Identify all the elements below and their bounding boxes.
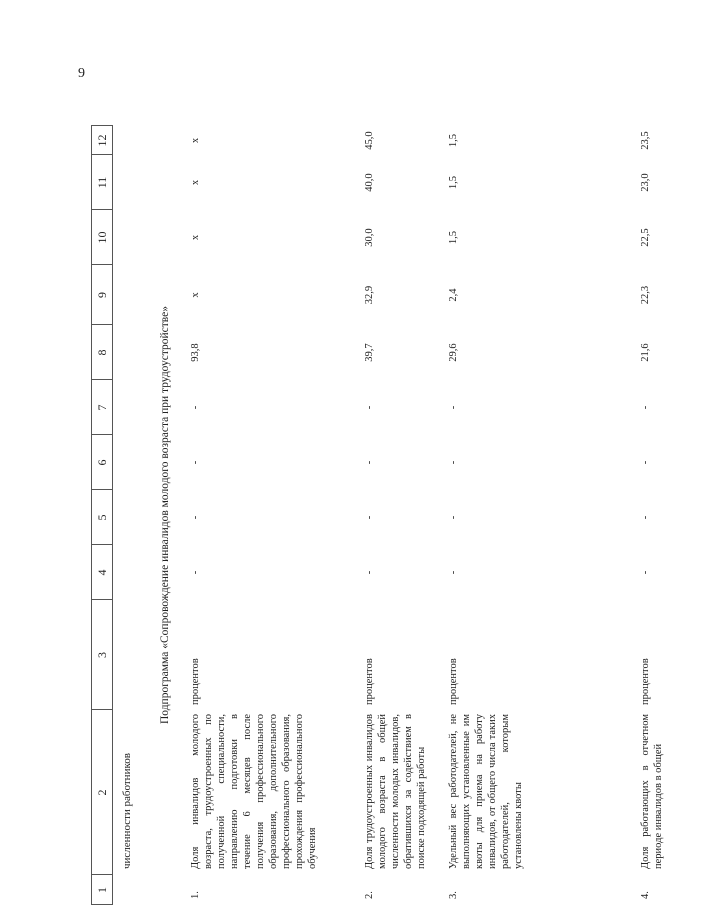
value-cell: - [448, 460, 459, 465]
value-cell: - [640, 460, 651, 465]
column-header-6: 6 [95, 459, 109, 466]
value-cell: - [364, 515, 375, 520]
column-header-5: 5 [95, 514, 109, 521]
value-cell: 1,5 [448, 175, 459, 190]
value-cell: x [190, 137, 201, 144]
value-cell: 21,6 [640, 343, 651, 362]
row-number: 4. [640, 891, 651, 899]
value-cell: 23,0 [640, 173, 651, 192]
value-cell: x [190, 179, 201, 186]
value-cell: 2,4 [448, 288, 459, 302]
row-number: 3. [448, 891, 459, 899]
value-cell: - [640, 570, 651, 575]
indicator-name: Удельный вес работодателей, не выполняющих установленные им квоты для приема на работу инвалидов, от общего числа таких работодателей, которым установлены квоты [448, 714, 524, 869]
value-cell: 32,9 [364, 285, 375, 305]
column-header-3: 3 [95, 652, 109, 658]
unit-cell: процентов [448, 658, 459, 705]
value-cell: - [448, 405, 459, 410]
table-top-border [91, 125, 92, 905]
value-cell: 23,5 [640, 131, 651, 150]
value-cell: 93,8 [190, 343, 201, 362]
value-cell: 39,7 [364, 343, 375, 362]
value-cell: 1,5 [448, 230, 459, 245]
value-cell: 29,6 [448, 343, 459, 362]
value-cell: - [448, 515, 459, 520]
value-cell: - [640, 405, 651, 410]
value-cell: x [190, 234, 201, 241]
unit-cell: процентов [640, 658, 651, 705]
unit-cell: процентов [190, 658, 201, 705]
header-bottom-border [112, 125, 113, 905]
row-number: 1. [190, 891, 201, 899]
value-cell: 22,5 [640, 228, 651, 247]
column-header-8: 8 [95, 349, 109, 356]
value-cell: - [190, 460, 201, 465]
indicator-name: Доля инвалидов молодого возраста, трудоустроенных по полученной специальности, направлению подготовки в течение 6 месяцев после получения профессионального образования, дополнительного профессионального образования, прохождения профессионального обучения [190, 714, 318, 869]
value-cell: 40,0 [364, 173, 375, 192]
column-header-4: 4 [95, 569, 109, 576]
value-cell: - [364, 570, 375, 575]
value-cell: 1,5 [448, 133, 459, 148]
column-header-9: 9 [95, 292, 109, 298]
subprogram-title: Подпрограмма «Сопровождение инвалидов молодого возраста при трудоустройстве» [159, 305, 171, 725]
row-number: 2. [364, 891, 375, 899]
value-cell: - [448, 570, 459, 575]
value-cell: - [190, 405, 201, 410]
value-cell: x [190, 292, 201, 298]
value-cell: - [364, 460, 375, 465]
value-cell: - [640, 515, 651, 520]
value-cell: - [190, 570, 201, 575]
column-header-10: 10 [95, 231, 109, 244]
column-header-1: 1 [95, 887, 109, 893]
column-header-7: 7 [95, 404, 109, 411]
indicator-name: Доля работающих в отчетном периоде инвалидов в общей [640, 714, 664, 869]
value-cell: - [364, 405, 375, 410]
value-cell: 22,3 [640, 285, 651, 305]
column-header-12: 12 [95, 134, 109, 147]
column-header-2: 2 [95, 789, 109, 796]
value-cell: 30,0 [364, 228, 375, 247]
page-number: 9 [78, 66, 85, 81]
unit-cell: процентов [364, 658, 375, 705]
value-cell: 45,0 [364, 131, 375, 150]
continuation-text: численности работников [121, 753, 133, 869]
indicator-name: Доля трудоустроенных инвалидов молодого возраста в общей численности молодых инвалидов, обратившихся за содействием в поиске подходящей работы [364, 714, 427, 869]
column-header-11: 11 [95, 176, 109, 189]
value-cell: - [190, 515, 201, 520]
rotated-table [91, 125, 721, 905]
